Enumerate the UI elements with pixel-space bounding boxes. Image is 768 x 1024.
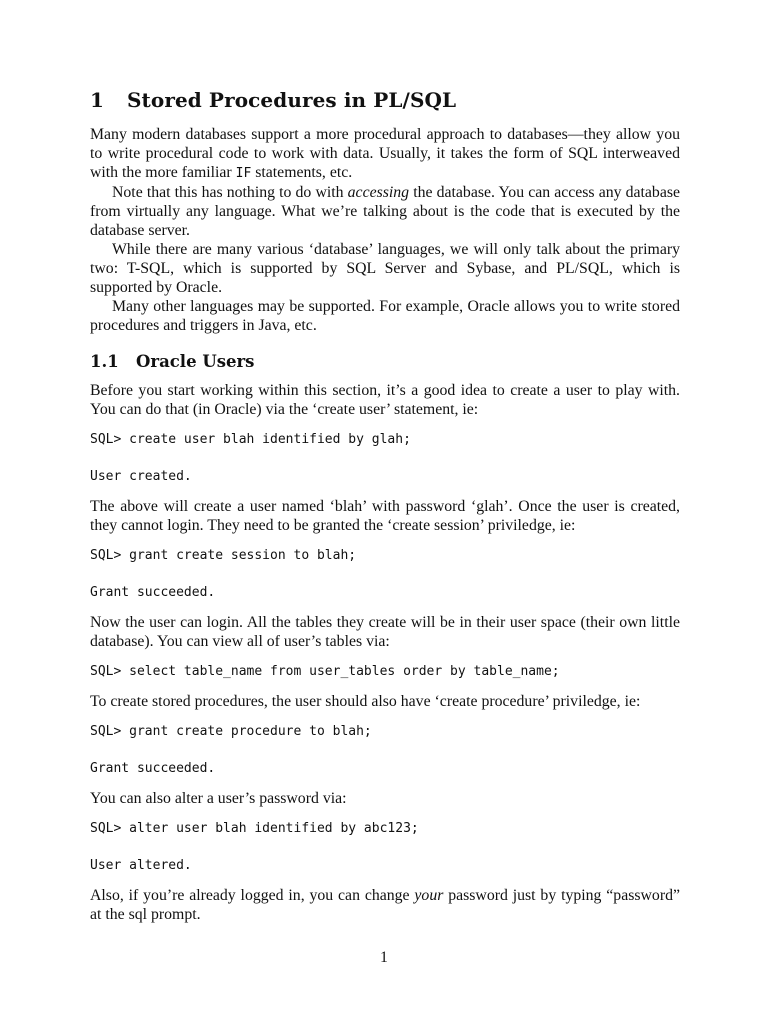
code-result-grant-succeeded: Grant succeeded. bbox=[90, 585, 216, 600]
paragraph-alter-password: You can also alter a user’s password via: bbox=[90, 790, 347, 807]
code-result-user-altered: User altered. bbox=[90, 858, 192, 873]
subsection-number: 1.1 bbox=[90, 352, 119, 371]
paragraph-change-password bbox=[90, 886, 680, 924]
code-alter-user: SQL> alter user blah identified by abc123; bbox=[90, 821, 419, 836]
paragraph-text: statements, etc. bbox=[251, 164, 353, 181]
paragraph-view-tables: Now the user can login. All the tables they create will be in their user space (their own little database). You can view all of user’s tables via: bbox=[90, 614, 680, 650]
subsection-heading bbox=[90, 352, 680, 371]
section-number: 1 bbox=[90, 88, 105, 112]
document-page bbox=[90, 88, 680, 924]
paragraph-text: the database. You can access any database from virtually any language. What we’re talking about is the code that is executed by the database server. bbox=[90, 184, 681, 239]
paragraph-grant-session: The above will create a user named ‘blah’ with password ‘glah’. Once the user is created, they cannot login. They need to be granted the ‘create session’ priviledge, ie: bbox=[90, 498, 680, 534]
code-grant-procedure: SQL> grant create procedure to blah; bbox=[90, 724, 372, 739]
paragraph-create-procedure: To create stored procedures, the user should also have ‘create procedure’ priviledge, ie: bbox=[90, 693, 641, 710]
paragraph-text: Many modern databases support a more procedural approach to databases—they allow you to write procedural code to work with data. Usually, it takes the form of SQL interweaved with the more familiar bbox=[90, 126, 680, 181]
emphasis-text: your bbox=[414, 887, 444, 904]
paragraph-create-user: Before you start working within this section, it’s a good idea to create a user to play with. You can do that (in Oracle) via the ‘create user’ statement, ie: bbox=[90, 382, 680, 418]
paragraph-text: Also, if you’re already logged in, you can change bbox=[90, 887, 415, 904]
intro-paragraph-3: While there are many various ‘database’ languages, we will only talk about the primary two: T-SQL, which is supported by SQL Server and Sybase, and PL/SQL, which is supported by Oracle. bbox=[90, 241, 680, 296]
code-grant-session: SQL> grant create session to blah; bbox=[90, 548, 357, 563]
code-create-user: SQL> create user blah identified by glah; bbox=[90, 432, 411, 447]
section-title: Stored Procedures in PL/SQL bbox=[127, 88, 457, 112]
section-heading bbox=[90, 88, 680, 112]
intro-paragraph-2 bbox=[90, 183, 680, 240]
inline-code: IF bbox=[235, 166, 252, 181]
intro-paragraph-4: Many other languages may be supported. For example, Oracle allows you to write stored procedures and triggers in Java, etc. bbox=[90, 298, 680, 334]
intro-paragraph-1 bbox=[90, 125, 680, 183]
code-select-tables: SQL> select table_name from user_tables order by table_name; bbox=[90, 664, 560, 679]
emphasis-text: accessing bbox=[347, 184, 410, 201]
subsection-title: Oracle Users bbox=[136, 352, 255, 371]
code-result-grant-succeeded-2: Grant succeeded. bbox=[90, 761, 216, 776]
paragraph-text: Note that this has nothing to do with bbox=[112, 184, 348, 201]
code-result-user-created: User created. bbox=[90, 469, 192, 484]
paragraph-text: password just by typing “password” at the sql prompt. bbox=[90, 887, 680, 923]
page-number: 1 bbox=[380, 949, 388, 966]
